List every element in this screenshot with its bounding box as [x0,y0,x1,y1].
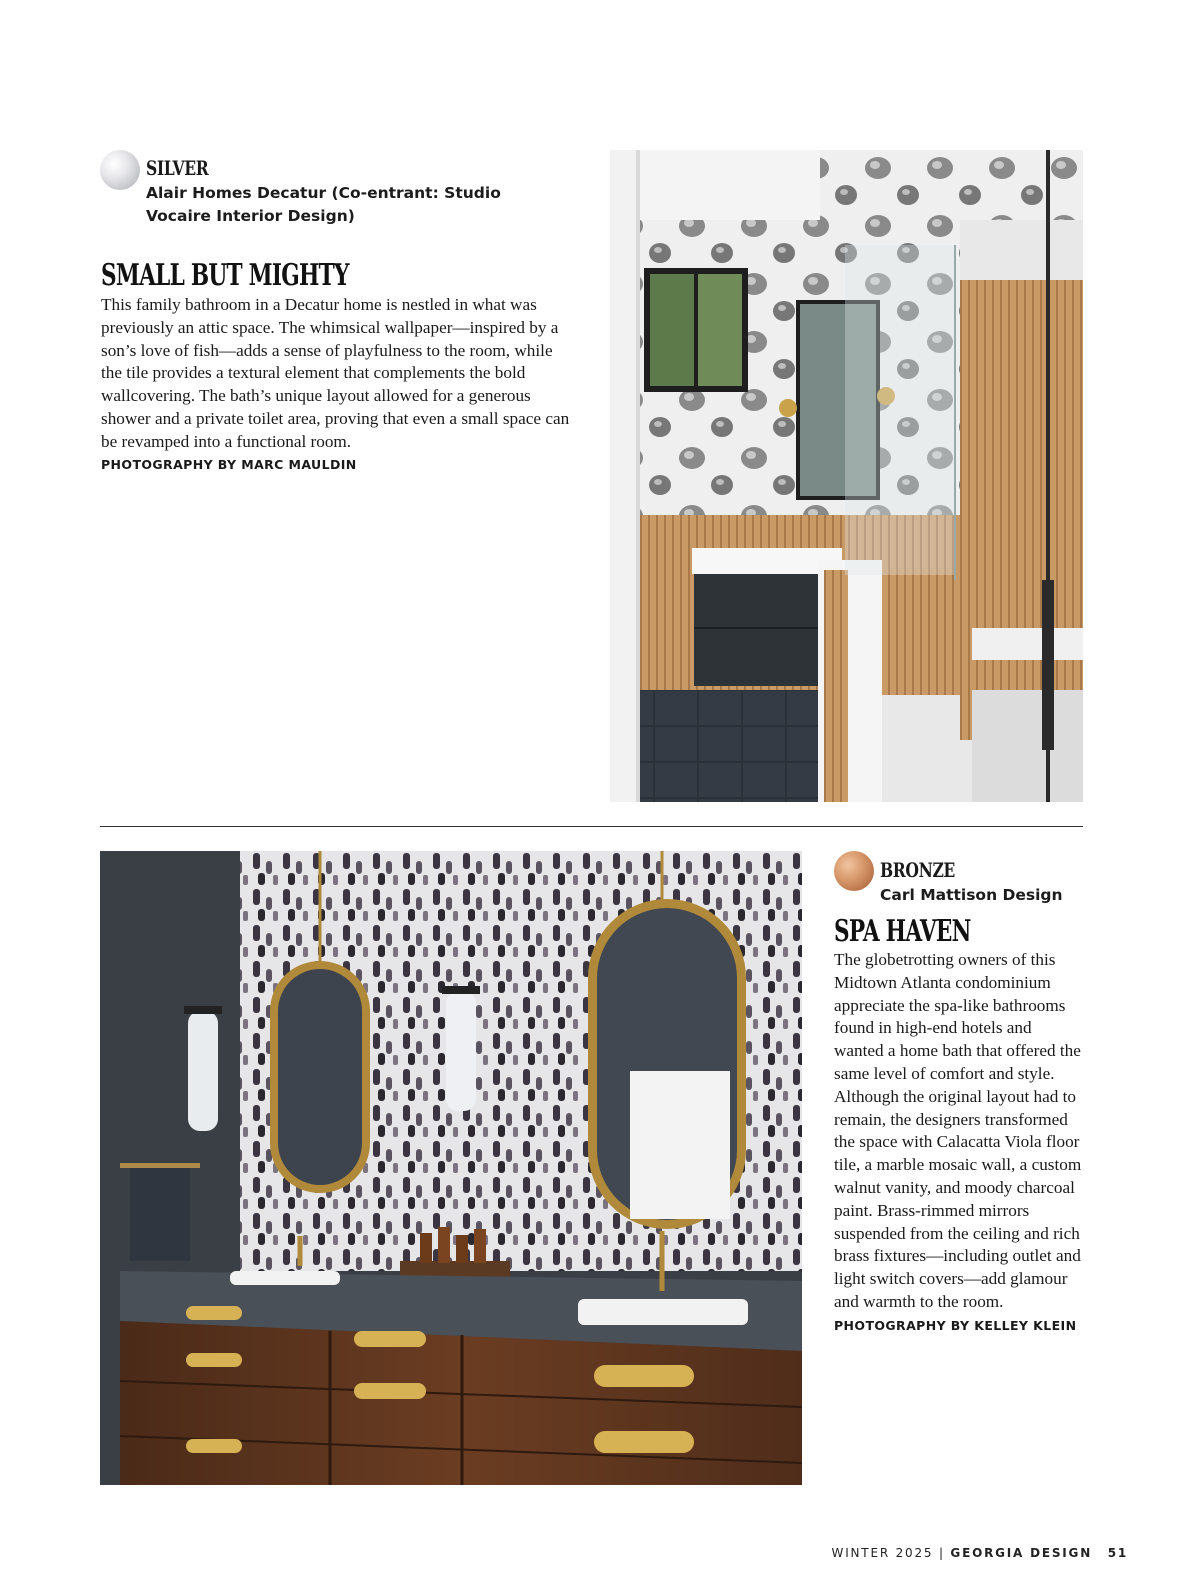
silver-medal-icon [100,150,140,190]
page-number: 51 [1107,1546,1128,1560]
bronze-headline: SPA HAVEN [834,914,971,949]
page-footer [832,1546,1128,1560]
bronze-firm-name: Carl Mattison Design [880,886,1063,904]
silver-body-text: This family bathroom in a Decatur home is nestled in what was previously an attic space. The whimsical wallpaper—inspired by a son’s love of fish—adds a sense of playfulness to the room, while the tile provides a textural element that complements the bold wallcovering. The bath’s unique layout allowed for a generous shower and a private toilet area, proving that even a small space can be revamped into a functional room. [101,295,570,451]
section-divider [100,826,1083,827]
publication-name: GEORGIA DESIGN [950,1546,1093,1560]
bronze-bathroom-photo [100,851,802,1485]
bronze-body-text: The globetrotting owners of this Midtown Atlanta condominium appreciate the spa-like bathrooms found in high-end hotels and wanted a home bath that offered the same level of comfort and style. Although the original layout had to remain, the designers transformed the space with Calacatta Viola floor tile, a marble mosaic wall, a custom walnut vanity, and moody charcoal paint. Brass-rimmed mirrors suspended from the ceiling and rich brass fixtures—including outlet and light switch covers—add glamour and warmth to the room. [834,950,1082,1311]
footer-separator: | [938,1546,945,1560]
silver-photo-credit: PHOTOGRAPHY BY MARC MAULDIN [101,457,357,472]
silver-award-label: SILVER [146,156,209,180]
silver-bathroom-photo [610,150,1083,802]
silver-firm-name: Alair Homes Decatur (Co-entrant: Studio Vocaire Interior Design) [146,184,501,225]
silver-headline: SMALL BUT MIGHTY [101,258,349,293]
bronze-award-label: BRONZE [880,858,955,882]
bronze-medal-icon [834,851,874,891]
bronze-photo-credit: PHOTOGRAPHY BY KELLEY KLEIN [834,1318,1077,1333]
issue-label: WINTER 2025 [831,1546,934,1560]
